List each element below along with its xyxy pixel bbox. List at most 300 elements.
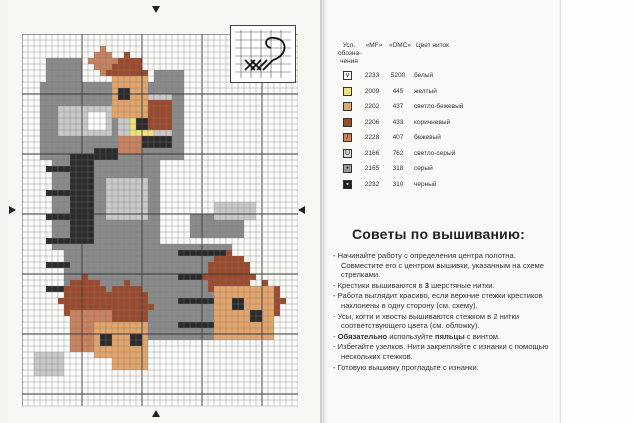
stitch-cell [76, 346, 82, 352]
stitch-cell [94, 208, 100, 214]
stitch-cell [154, 172, 160, 178]
stitch-cell [250, 208, 256, 214]
stitch-cell [130, 142, 136, 148]
stitch-cell [88, 376, 94, 382]
stitch-cell [160, 142, 166, 148]
stitch-cell [184, 304, 190, 310]
stitch-cell [124, 286, 130, 292]
stitch-cell [118, 364, 124, 370]
stitch-cell [184, 310, 190, 316]
stitch-cell [100, 160, 106, 166]
stitch-cell [226, 298, 232, 304]
stitch-cell [160, 82, 166, 88]
legend-mf-code: 2233 [364, 72, 380, 80]
stitch-cell [124, 298, 130, 304]
stitch-cell [70, 238, 76, 244]
legend-dmc-code: 318 [392, 165, 404, 173]
center-arrow-right [298, 206, 305, 214]
stitch-cell [64, 148, 70, 154]
stitch-cell [142, 262, 148, 268]
stitch-cell [124, 364, 130, 370]
stitch-cell [106, 262, 112, 268]
stitch-cell [196, 214, 202, 220]
stitch-cell [118, 112, 124, 118]
stitch-cell [166, 328, 172, 334]
stitch-cell [94, 304, 100, 310]
color-swatch: U [344, 149, 351, 157]
stitch-cell [58, 148, 64, 154]
stitch-cell [202, 268, 208, 274]
stitch-cell [118, 316, 124, 322]
stitch-cell [82, 88, 88, 94]
stitch-cell [100, 322, 106, 328]
stitch-cell [40, 154, 46, 160]
stitch-cell [166, 304, 172, 310]
stitch-cell [76, 340, 82, 346]
stitch-cell [76, 262, 82, 268]
stitch-cell [46, 64, 52, 70]
stitch-cell [46, 166, 52, 172]
legend-row [338, 161, 488, 177]
stitch-cell [226, 304, 232, 310]
stitch-cell [184, 328, 190, 334]
stitch-cell [148, 226, 154, 232]
stitch-cell [268, 298, 274, 304]
stitch-cell [154, 100, 160, 106]
stitch-cell [226, 280, 232, 286]
stitch-cell [64, 118, 70, 124]
stitch-cell [154, 70, 160, 76]
stitch-cell [112, 298, 118, 304]
stitch-cell [154, 292, 160, 298]
stitch-cell [76, 106, 82, 112]
stitch-cell [40, 130, 46, 136]
stitch-cell [214, 244, 220, 250]
stitch-cell [148, 190, 154, 196]
stitch-cell [154, 280, 160, 286]
stitch-cell [142, 256, 148, 262]
stitch-cell [142, 178, 148, 184]
stitch-cell [160, 274, 166, 280]
stitch-cell [226, 328, 232, 334]
stitch-cell [88, 58, 94, 64]
stitch-cell [124, 130, 130, 136]
stitch-cell [58, 364, 64, 370]
stitch-cell [154, 82, 160, 88]
stitch-cell [142, 232, 148, 238]
stitch-cell [88, 250, 94, 256]
stitch-cell [238, 262, 244, 268]
stitch-cell [148, 118, 154, 124]
stitch-cell [70, 298, 76, 304]
stitch-cell [256, 334, 262, 340]
stitch-cell [154, 160, 160, 166]
stitch-cell [76, 364, 82, 370]
stitch-cell [40, 88, 46, 94]
stitch-cell [130, 160, 136, 166]
stitch-cell [154, 238, 160, 244]
stitch-cell [70, 304, 76, 310]
stitch-cell [262, 286, 268, 292]
stitch-cell [94, 178, 100, 184]
stitch-cell [58, 370, 64, 376]
stitch-cell [208, 298, 214, 304]
stitch-cell [70, 88, 76, 94]
stitch-cell [40, 94, 46, 100]
stitch-cell [106, 346, 112, 352]
stitch-cell [52, 238, 58, 244]
stitch-cell [178, 76, 184, 82]
stitch-cell [118, 292, 124, 298]
stitch-cell [190, 214, 196, 220]
stitch-cell [118, 76, 124, 82]
stitch-cell [82, 370, 88, 376]
stitch-cell [196, 304, 202, 310]
stitch-cell [130, 136, 136, 142]
stitch-cell [214, 286, 220, 292]
stitch-cell [154, 202, 160, 208]
stitch-cell [136, 196, 142, 202]
stitch-cell [100, 328, 106, 334]
center-arrow-bottom [152, 410, 160, 417]
stitch-cell [124, 142, 130, 148]
stitch-cell [136, 346, 142, 352]
stitch-cell [76, 328, 82, 334]
stitch-cell [136, 298, 142, 304]
stitch-cell [136, 82, 142, 88]
stitch-cell [70, 70, 76, 76]
stitch-cell [112, 130, 118, 136]
stitch-cell [154, 178, 160, 184]
legend-color-name: желтый [414, 87, 437, 95]
stitch-cell [172, 82, 178, 88]
stitch-cell [124, 196, 130, 202]
stitch-cell [112, 286, 118, 292]
stitch-cell [232, 298, 238, 304]
stitch-cell [148, 280, 154, 286]
stitch-cell [148, 256, 154, 262]
stitch-cell [136, 88, 142, 94]
stitch-cell [166, 370, 172, 376]
stitch-direction-icon [231, 26, 295, 82]
stitch-cell [202, 262, 208, 268]
stitch-cell [148, 184, 154, 190]
stitch-cell [178, 304, 184, 310]
stitch-cell [88, 94, 94, 100]
stitch-cell [46, 76, 52, 82]
stitch-cell [184, 268, 190, 274]
stitch-cell [280, 298, 286, 304]
stitch-cell [178, 82, 184, 88]
stitch-cell [136, 250, 142, 256]
stitch-cell [130, 286, 136, 292]
stitch-cell [46, 82, 52, 88]
stitch-cell [106, 208, 112, 214]
stitch-cell [88, 220, 94, 226]
stitch-cell [160, 100, 166, 106]
stitch-cell [226, 268, 232, 274]
stitch-cell [124, 220, 130, 226]
stitch-cell [82, 244, 88, 250]
stitch-cell [88, 106, 94, 112]
legend-dmc-code: 433 [392, 118, 404, 126]
stitch-cell [58, 238, 64, 244]
stitch-cell [142, 250, 148, 256]
stitch-cell [160, 250, 166, 256]
stitch-cell [244, 280, 250, 286]
stitch-cell [58, 160, 64, 166]
stitch-cell [154, 274, 160, 280]
stitch-cell [214, 226, 220, 232]
stitch-cell [136, 178, 142, 184]
stitch-cell [244, 316, 250, 322]
stitch-cell [106, 364, 112, 370]
stitch-cell [94, 364, 100, 370]
stitch-cell [220, 220, 226, 226]
stitch-cell [64, 82, 70, 88]
stitch-cell [196, 280, 202, 286]
stitch-cell [64, 94, 70, 100]
stitch-cell [154, 142, 160, 148]
stitch-cell [130, 352, 136, 358]
stitch-cell [196, 346, 202, 352]
stitch-cell [130, 292, 136, 298]
stitch-cell [106, 166, 112, 172]
stitch-cell [214, 214, 220, 220]
stitch-cell [124, 172, 130, 178]
stitch-cell [214, 250, 220, 256]
stitch-cell [154, 256, 160, 262]
stitch-cell [166, 106, 172, 112]
stitch-cell [220, 214, 226, 220]
stitch-cell [160, 322, 166, 328]
stitch-cell [58, 196, 64, 202]
stitch-cell [58, 136, 64, 142]
stitch-cell [208, 250, 214, 256]
stitch-cell [82, 166, 88, 172]
stitch-cell [196, 250, 202, 256]
stitch-cell [202, 322, 208, 328]
stitch-cell [46, 142, 52, 148]
stitch-cell [178, 88, 184, 94]
stitch-cell [58, 286, 64, 292]
stitch-cell [148, 124, 154, 130]
stitch-cell [250, 292, 256, 298]
stitch-cell [64, 256, 70, 262]
stitch-cell [82, 226, 88, 232]
stitch-cell [154, 244, 160, 250]
stitch-cell [130, 154, 136, 160]
stitch-cell [70, 160, 76, 166]
stitch-cell [52, 124, 58, 130]
stitch-cell [190, 316, 196, 322]
stitch-cell [100, 130, 106, 136]
stitch-cell [172, 256, 178, 262]
stitch-cell [250, 202, 256, 208]
color-swatch: • [343, 164, 352, 173]
stitch-cell [124, 76, 130, 82]
stitch-cell [166, 334, 172, 340]
stitch-cell [46, 370, 52, 376]
stitch-cell [124, 250, 130, 256]
stitch-cell [124, 190, 130, 196]
stitch-cell [82, 196, 88, 202]
stitch-cell [148, 310, 154, 316]
stitch-cell [100, 226, 106, 232]
legend-header-symbol: Усл. обозна-чения [338, 42, 362, 65]
stitch-cell [40, 136, 46, 142]
stitch-cell [70, 232, 76, 238]
stitch-diagram [230, 25, 296, 83]
stitch-cell [88, 130, 94, 136]
stitch-cell [262, 304, 268, 310]
stitch-cell [88, 226, 94, 232]
legend-color-name: коричневый [414, 118, 451, 126]
color-legend [338, 42, 488, 192]
stitch-cell [112, 136, 118, 142]
stitch-cell [124, 268, 130, 274]
stitch-cell [142, 76, 148, 82]
stitch-cell [52, 70, 58, 76]
stitch-cell [160, 118, 166, 124]
stitch-cell [244, 268, 250, 274]
stitch-cell [88, 274, 94, 280]
stitch-cell [166, 352, 172, 358]
stitch-cell [118, 94, 124, 100]
stitch-cell [70, 94, 76, 100]
center-arrow-left [9, 206, 16, 214]
stitch-cell [58, 262, 64, 268]
stitch-cell [112, 100, 118, 106]
stitch-cell [100, 370, 106, 376]
stitch-cell [112, 310, 118, 316]
stitch-cell [208, 262, 214, 268]
stitch-cell [106, 214, 112, 220]
stitch-cell [154, 232, 160, 238]
stitch-cell [112, 316, 118, 322]
stitch-cell [64, 130, 70, 136]
stitch-cell [46, 352, 52, 358]
stitch-cell [166, 346, 172, 352]
stitch-cell [274, 304, 280, 310]
stitch-cell [250, 316, 256, 322]
stitch-cell [46, 118, 52, 124]
stitch-cell [142, 70, 148, 76]
stitch-cell [166, 262, 172, 268]
stitch-cell [106, 82, 112, 88]
legend-mf-code: 2166 [364, 149, 380, 157]
stitch-cell [106, 118, 112, 124]
stitch-cell [142, 220, 148, 226]
stitch-cell [112, 70, 118, 76]
stitch-cell [58, 172, 64, 178]
stitch-cell [112, 340, 118, 346]
stitch-cell [64, 178, 70, 184]
stitch-cell [178, 268, 184, 274]
stitch-cell [64, 226, 70, 232]
stitch-cell [142, 148, 148, 154]
stitch-cell [148, 316, 154, 322]
stitch-cell [130, 346, 136, 352]
stitch-cell [184, 322, 190, 328]
stitch-cell [88, 232, 94, 238]
stitch-cell [238, 268, 244, 274]
stitch-cell [154, 298, 160, 304]
stitch-cell [52, 262, 58, 268]
stitch-cell [58, 190, 64, 196]
stitch-cell [136, 274, 142, 280]
stitch-cell [88, 82, 94, 88]
stitch-cell [94, 196, 100, 202]
stitch-cell [148, 88, 154, 94]
stitch-cell [82, 232, 88, 238]
stitch-cell [142, 190, 148, 196]
stitch-cell [58, 358, 64, 364]
stitch-cell [100, 82, 106, 88]
stitch-cell [88, 136, 94, 142]
stitch-cell [142, 100, 148, 106]
stitch-cell [106, 202, 112, 208]
stitch-cell [88, 322, 94, 328]
stitch-cell [100, 214, 106, 220]
stitch-cell [142, 352, 148, 358]
stitch-cell [88, 178, 94, 184]
stitch-cell [250, 286, 256, 292]
stitch-cell [220, 274, 226, 280]
stitch-cell [112, 304, 118, 310]
stitch-cell [52, 148, 58, 154]
stitch-cell [196, 298, 202, 304]
stitch-cell [262, 292, 268, 298]
stitch-cell [172, 100, 178, 106]
stitch-cell [88, 262, 94, 268]
stitch-cell [154, 328, 160, 334]
stitch-cell [94, 202, 100, 208]
legend-color-name: светло-бежевый [414, 103, 464, 111]
stitch-cell [238, 214, 244, 220]
stitch-cell [88, 184, 94, 190]
stitch-cell [220, 226, 226, 232]
stitch-cell [166, 280, 172, 286]
stitch-cell [166, 310, 172, 316]
stitch-cell [160, 286, 166, 292]
stitch-cell [64, 364, 70, 370]
stitch-cell [124, 346, 130, 352]
stitch-cell [202, 310, 208, 316]
stitch-cell [52, 76, 58, 82]
stitch-cell [130, 220, 136, 226]
legend-mf-code: 2206 [364, 118, 380, 126]
stitch-cell [82, 118, 88, 124]
stitch-cell [58, 124, 64, 130]
stitch-cell [166, 250, 172, 256]
stitch-cell [100, 364, 106, 370]
stitch-cell [214, 304, 220, 310]
stitch-cell [82, 142, 88, 148]
stitch-cell [202, 334, 208, 340]
stitch-cell [46, 214, 52, 220]
stitch-cell [88, 124, 94, 130]
stitch-cell [70, 358, 76, 364]
stitch-cell [100, 268, 106, 274]
stitch-cell [88, 118, 94, 124]
stitch-cell [52, 232, 58, 238]
stitch-cell [136, 322, 142, 328]
stitch-cell [82, 172, 88, 178]
stitch-cell [244, 304, 250, 310]
stitch-cell [52, 226, 58, 232]
stitch-cell [118, 172, 124, 178]
